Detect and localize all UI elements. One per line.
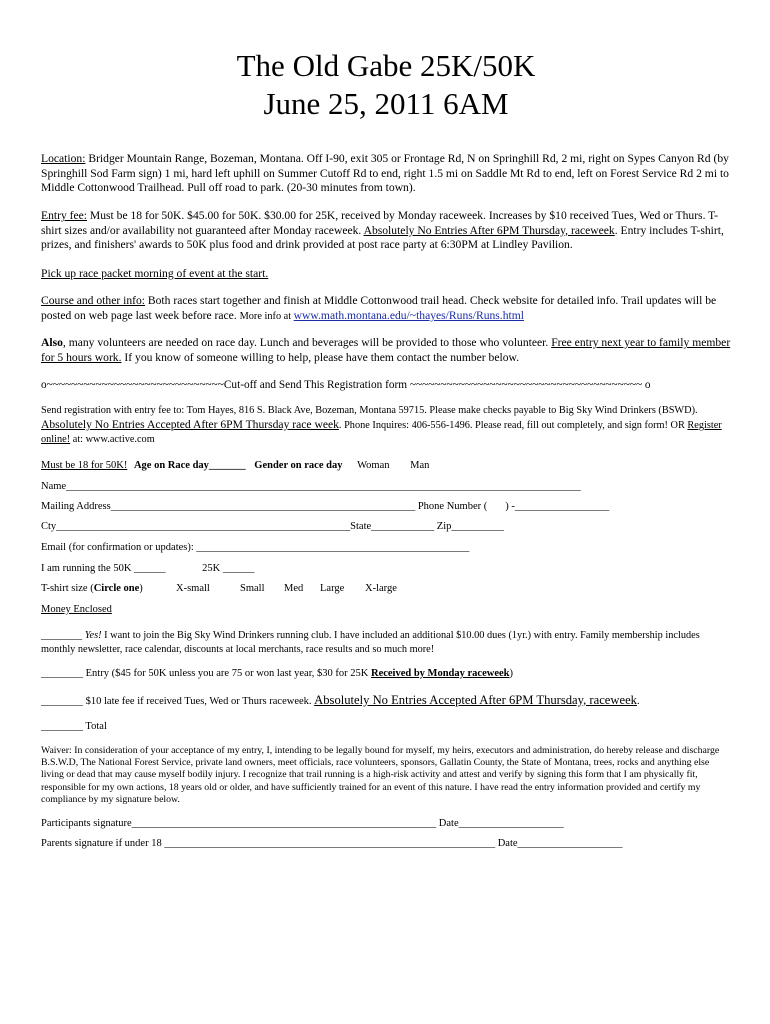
location-paragraph [41,152,731,196]
gender-man-option[interactable]: Man [410,460,430,471]
tshirt-large-option[interactable]: Large [320,583,345,594]
packet-pickup: Pick up race packet morning of event at the start. [41,267,269,280]
gender-woman-option[interactable]: Woman [357,460,390,471]
send-text: Send registration with entry fee to: Tom Hayes, 816 S. Black Ave, Bozeman, Montana 59715. Please make checks payable to Big Sky Wind Drinkers (BSWD). [41,405,698,416]
age-gender-row [41,459,429,473]
register-online-link[interactable]: Register online! [41,420,722,445]
late-deadline-text: Absolutely No Entries Accepted After 6PM Thursday, raceweek [314,693,637,707]
waiver-paragraph: Waiver: In consideration of your acceptance of my entry, I, intending to be legally bound for myself, my heirs, executors and administration, do hereby release and discharge B.S.W.D, The National Forest Service, private land owners, meet officials, race volunteers, sponsors, Gallatin County, the State of Montana, trees, rocks and anything else living or dead that may cause myself bodily injury. I recognize that trail running is a high-risk activity and attest and verify by signing this form that I am physically fit, responsible for my own actions, 18 years old or older, and have sufficiently trained for an event of this nature. I have read the entry information provided and certify my compliance by my signature below. [41,745,720,805]
club-yes-text: Yes! [84,630,102,641]
tshirt-med-option[interactable]: Med [284,583,304,594]
entry-fee-paragraph [41,209,731,253]
course-paragraph [41,294,731,324]
cutoff-line: o~~~~~~~~~~~~~~~~~~~~~~~~~~~~~Cut-off and Send This Registration form ~~~~~~~~~~~~~~~~~~~~~~~~~~~~~~~~~~~~~~ o [41,379,651,391]
phone-number-field[interactable]: ) -__________________ [505,501,610,512]
send-paragraph [41,404,731,447]
entry-fee-label: Entry fee: [41,209,88,222]
must-18-text: Must be 18 for 50K! [41,460,128,471]
running-50k-field[interactable]: I am running the 50K ______ [41,563,166,574]
tshirt-xlarge-option[interactable]: X-large [365,583,397,594]
volunteers-text2: If you know of someone willing to help, please have them contact the number below. [121,350,520,364]
course-text: Both races start together and finish at Middle Cottonwood trail head. Check website for detailed info. Trail updates will be posted on web page last week before race. [41,294,717,322]
money-enclosed-heading: Money Enclosed [41,604,112,615]
location-label: Location: [41,152,86,165]
more-info-text: More info at [239,310,294,322]
website-link[interactable]: www.math.montana.edu/~thayes/Runs/Runs.html [293,308,524,322]
tshirt-xsmall-option[interactable]: X-small [176,583,210,594]
gender-label: Gender on race day [254,460,343,471]
tshirt-small-option[interactable]: Small [240,583,265,594]
mailing-address-field[interactable]: Mailing Address__________________________________________________________ Phone Number ( [41,501,488,512]
running-25k-field[interactable]: 25K ______ [202,563,255,574]
email-field[interactable]: Email (for confirmation or updates): ____________________________________________________ [41,542,470,553]
entry-fee-text: Must be 18 for 50K. $45.00 for 50K. $30.00 for 25K, received by Monday raceweek. Increases by $10 received Tues, Wed or Thurs. T-shirt sizes and/or availability not guaranteed after Monday raceweek. [41,209,719,237]
club-blank-field[interactable]: ________ [41,630,85,641]
also-label: Also [41,336,63,349]
total-field[interactable]: ________ Total [41,721,107,732]
race-date: June 25, 2011 6AM [263,86,509,121]
name-field[interactable]: Name__________________________________________________________________________________________________ [41,481,581,492]
club-text: I want to join the Big Sky Wind Drinkers running club. I have included an additional $10.00 dues (1yr.) with entry. Family membership includes monthly newsletter, race calendar, discounts at local merchants, race results and so much more! [41,630,700,655]
tshirt-size-label: T-shirt size (Circle one) [41,583,143,594]
course-label: Course and other info: [41,294,145,307]
mailing-phone-row [41,500,609,514]
free-entry-text: Free entry next year to family member for 5 hours work. [41,336,731,364]
participant-signature-field[interactable]: Participants signature__________________________________________________________ Date____________________ [41,818,564,829]
circle-one-text: Circle one [93,583,140,594]
received-monday-text: Received by Monday raceweek [370,668,510,679]
entry-deadline: Absolutely No Entries After 6PM Thursday, raceweek [363,223,615,237]
age-field[interactable]: Age on Race day_______ [133,460,246,471]
send-text3: at: www.active.com [70,434,155,445]
volunteers-text: , many volunteers are needed on race day. Lunch and beverages will be provided to those who volunteer. [62,336,552,349]
city-state-zip-field[interactable]: Cty________________________________________________________State____________ Zip__________ [41,521,504,532]
entry-amount-line[interactable]: ________ Entry ($45 for 50K unless you are 75 or won last year, $30 for 25K Received by Monday raceweek) [41,668,513,679]
send-deadline: Absolutely No Entries Accepted After 6PM Thursday race week [41,418,339,431]
entry-fee-text2: . Entry includes T-shirt, prizes, and finishers' awards to 50K plus food and drink provided at post race party at 6:30PM at Lindley Pavilion. [41,223,724,252]
late-fee-line[interactable]: ________ $10 late fee if received Tues, Wed or Thurs raceweek. Absolutely No Entries Accepted After 6PM Thursday, raceweek. [41,693,640,707]
parent-signature-field[interactable]: Parents signature if under 18 _______________________________________________________________ Date____________________ [41,838,623,849]
race-selection-row [41,562,254,576]
volunteers-paragraph [41,336,731,365]
club-membership-line [41,629,731,657]
send-text2: . Phone Inquires: 406-556-1496. Please read, fill out completely, and sign form! OR [338,420,688,431]
location-text: Bridger Mountain Range, Bozeman, Montana. Off I-90, exit 305 or Frontage Rd, N on Springhill Rd, 2 mi, right on Sypes Canyon Rd (by Springhill Sod Farm sign) 1 mi, hard left uphill on Summer Cutoff Rd to end, right 1.5 mi on Saddle Mt Rd to end, left on Forest Service Rd 2 mi to Middle Cottonwood Trailhead. Pull off road to park. (20-30 minutes from town). [41,152,729,195]
race-title: The Old Gabe 25K/50K [236,48,536,83]
